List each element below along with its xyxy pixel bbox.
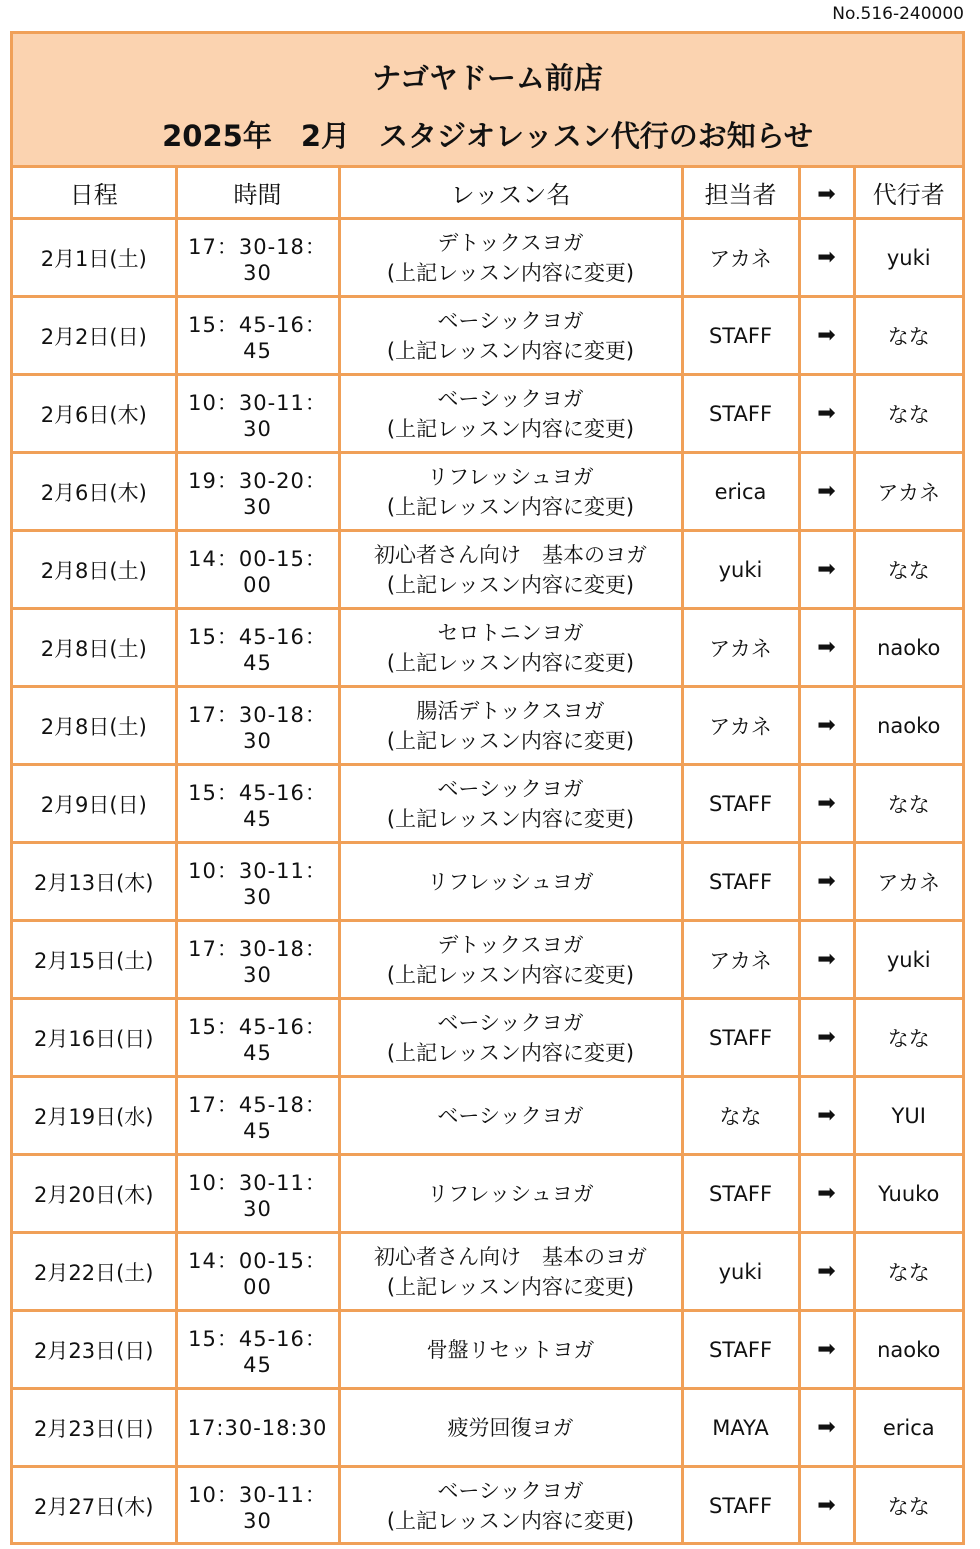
substitute-cell: Yuuko	[854, 1155, 962, 1233]
instructor-cell: STAFF	[682, 1155, 799, 1233]
arrow-cell	[799, 687, 854, 765]
lesson-name: 骨盤リセットヨガ	[426, 1337, 595, 1362]
notice-header	[13, 34, 962, 168]
substitute-cell: naoko	[854, 687, 962, 765]
table-row	[13, 1155, 962, 1233]
substitute-cell: なな	[854, 531, 962, 609]
lesson-cell	[339, 375, 682, 453]
column-header-instructor: 担当者	[682, 168, 799, 219]
time-cell: 10：30-11：30	[176, 843, 339, 921]
arrow-cell	[799, 843, 854, 921]
time-cell: 15：45-16：45	[176, 609, 339, 687]
instructor-cell: yuki	[682, 531, 799, 609]
column-header-time: 時間	[176, 168, 339, 219]
lesson-change-note: (上記レッスン内容に変更)	[386, 494, 635, 519]
time-cell: 15：45-16：45	[176, 765, 339, 843]
lesson-name: ベーシックヨガ	[437, 1010, 584, 1035]
date-cell: 2月16日(日)	[13, 999, 176, 1077]
arrow-right-icon: ➡	[817, 1181, 836, 1206]
date-cell: 2月27日(木)	[13, 1467, 176, 1544]
arrow-right-icon: ➡	[817, 1415, 836, 1440]
time-cell: 19：30-20：30	[176, 453, 339, 531]
table-row	[13, 219, 962, 297]
date-cell: 2月6日(木)	[13, 453, 176, 531]
substitute-cell: なな	[854, 1467, 962, 1544]
lesson-name: ベーシックヨガ	[437, 1478, 584, 1503]
table-row	[13, 1077, 962, 1155]
table-row	[13, 375, 962, 453]
instructor-cell: STAFF	[682, 297, 799, 375]
arrow-cell	[799, 297, 854, 375]
date-cell: 2月9日(日)	[13, 765, 176, 843]
date-cell: 2月20日(木)	[13, 1155, 176, 1233]
time-cell: 15：45-16：45	[176, 999, 339, 1077]
substitute-cell: naoko	[854, 1311, 962, 1389]
table-row	[13, 1389, 962, 1467]
lesson-name: 疲労回復ヨガ	[447, 1415, 574, 1440]
substitute-cell: なな	[854, 999, 962, 1077]
lesson-name: ベーシックヨガ	[437, 386, 584, 411]
time-cell: 10：30-11：30	[176, 1155, 339, 1233]
substitute-cell: なな	[854, 765, 962, 843]
substitute-cell: なな	[854, 297, 962, 375]
lesson-change-note: (上記レッスン内容に変更)	[386, 1040, 635, 1065]
lesson-cell	[339, 1389, 682, 1467]
arrow-cell	[799, 219, 854, 297]
substitute-cell: naoko	[854, 609, 962, 687]
lesson-cell	[339, 453, 682, 531]
time-cell: 15：45-16：45	[176, 1311, 339, 1389]
date-cell: 2月8日(土)	[13, 609, 176, 687]
lesson-change-note: (上記レッスン内容に変更)	[386, 338, 635, 363]
substitute-cell: YUI	[854, 1077, 962, 1155]
table-row	[13, 921, 962, 999]
instructor-cell: MAYA	[682, 1389, 799, 1467]
document-number: No.516-240000	[832, 4, 964, 24]
lesson-change-note: (上記レッスン内容に変更)	[386, 260, 635, 285]
notice-frame	[10, 31, 965, 1545]
lesson-name: セロトニンヨガ	[437, 620, 584, 645]
lesson-cell	[339, 1155, 682, 1233]
table-row	[13, 531, 962, 609]
substitute-cell: yuki	[854, 219, 962, 297]
date-cell: 2月6日(木)	[13, 375, 176, 453]
lesson-name: ベーシックヨガ	[437, 308, 584, 333]
substitute-cell: なな	[854, 1233, 962, 1311]
date-cell: 2月23日(日)	[13, 1389, 176, 1467]
lesson-name: ベーシックヨガ	[437, 776, 584, 801]
table-row	[13, 1467, 962, 1544]
table-header-row	[13, 168, 962, 219]
lesson-cell	[339, 297, 682, 375]
arrow-right-icon: ➡	[817, 1259, 836, 1284]
table-row	[13, 609, 962, 687]
notice-title: 2025年 2月 スタジオレッスン代行のお知らせ	[162, 119, 813, 153]
column-header-date: 日程	[13, 168, 176, 219]
arrow-cell	[799, 999, 854, 1077]
date-cell: 2月1日(土)	[13, 219, 176, 297]
table-row	[13, 843, 962, 921]
lesson-name: ベーシックヨガ	[437, 1103, 584, 1128]
instructor-cell: STAFF	[682, 1311, 799, 1389]
arrow-right-icon: ➡	[817, 1025, 836, 1050]
lesson-cell	[339, 999, 682, 1077]
arrow-cell	[799, 1311, 854, 1389]
substitute-cell: なな	[854, 375, 962, 453]
lesson-name: リフレッシュヨガ	[427, 869, 594, 894]
lesson-change-note: (上記レッスン内容に変更)	[386, 1508, 635, 1533]
lesson-change-note: (上記レッスン内容に変更)	[386, 650, 635, 675]
arrow-right-icon: ➡	[817, 323, 836, 348]
arrow-right-icon: ➡	[817, 869, 836, 894]
arrow-right-icon: ➡	[817, 181, 836, 207]
lesson-change-note: (上記レッスン内容に変更)	[386, 962, 635, 987]
lesson-name: デトックスヨガ	[437, 230, 584, 255]
arrow-cell	[799, 1233, 854, 1311]
arrow-right-icon: ➡	[817, 713, 836, 738]
table-row	[13, 297, 962, 375]
time-cell: 17：30-18：30	[176, 921, 339, 999]
substitute-cell: erica	[854, 1389, 962, 1467]
lesson-cell	[339, 1233, 682, 1311]
date-cell: 2月2日(日)	[13, 297, 176, 375]
arrow-cell	[799, 1389, 854, 1467]
lesson-cell	[339, 921, 682, 999]
lesson-name: リフレッシュヨガ	[427, 1181, 594, 1206]
lesson-name: リフレッシュヨガ	[427, 464, 594, 489]
arrow-right-icon: ➡	[817, 1103, 836, 1128]
date-cell: 2月19日(水)	[13, 1077, 176, 1155]
instructor-cell: なな	[682, 1077, 799, 1155]
instructor-cell: erica	[682, 453, 799, 531]
date-cell: 2月8日(土)	[13, 531, 176, 609]
time-cell: 17：30-18：30	[176, 219, 339, 297]
lesson-name: デトックスヨガ	[437, 932, 584, 957]
lesson-name: 初心者さん向け 基本のヨガ	[374, 542, 647, 567]
instructor-cell: yuki	[682, 1233, 799, 1311]
time-cell: 14：00-15：00	[176, 531, 339, 609]
arrow-cell	[799, 609, 854, 687]
lesson-cell	[339, 1467, 682, 1544]
arrow-right-icon: ➡	[817, 635, 836, 660]
lesson-change-note: (上記レッスン内容に変更)	[386, 1274, 635, 1299]
substitute-cell: yuki	[854, 921, 962, 999]
lesson-name: 初心者さん向け 基本のヨガ	[374, 1244, 647, 1269]
arrow-right-icon: ➡	[817, 791, 836, 816]
lesson-cell	[339, 843, 682, 921]
store-name-title: ナゴヤドーム前店	[372, 61, 603, 95]
time-cell: 10：30-11：30	[176, 1467, 339, 1544]
arrow-right-icon: ➡	[817, 479, 836, 504]
substitute-cell: アカネ	[854, 843, 962, 921]
time-cell: 10：30-11：30	[176, 375, 339, 453]
lesson-change-note: (上記レッスン内容に変更)	[386, 806, 635, 831]
table-row	[13, 765, 962, 843]
column-header-substitute: 代行者	[854, 168, 962, 219]
lesson-cell	[339, 219, 682, 297]
time-cell: 17:30-18:30	[176, 1389, 339, 1467]
instructor-cell: STAFF	[682, 765, 799, 843]
lesson-cell	[339, 687, 682, 765]
column-header-lesson: レッスン名	[339, 168, 682, 219]
lesson-change-note: (上記レッスン内容に変更)	[386, 572, 635, 597]
arrow-right-icon: ➡	[817, 245, 836, 270]
arrow-cell	[799, 1155, 854, 1233]
date-cell: 2月22日(土)	[13, 1233, 176, 1311]
instructor-cell: STAFF	[682, 1467, 799, 1544]
table-row	[13, 453, 962, 531]
date-cell: 2月13日(木)	[13, 843, 176, 921]
table-row	[13, 687, 962, 765]
date-cell: 2月15日(土)	[13, 921, 176, 999]
date-cell: 2月23日(日)	[13, 1311, 176, 1389]
table-row	[13, 999, 962, 1077]
arrow-cell	[799, 921, 854, 999]
instructor-cell: STAFF	[682, 843, 799, 921]
instructor-cell: STAFF	[682, 999, 799, 1077]
instructor-cell: アカネ	[682, 219, 799, 297]
substitute-cell: アカネ	[854, 453, 962, 531]
arrow-right-icon: ➡	[817, 557, 836, 582]
arrow-cell	[799, 453, 854, 531]
instructor-cell: アカネ	[682, 609, 799, 687]
lesson-name: 腸活デトックスヨガ	[416, 698, 605, 723]
arrow-cell	[799, 375, 854, 453]
arrow-right-icon: ➡	[817, 401, 836, 426]
lesson-cell	[339, 765, 682, 843]
time-cell: 17：45-18：45	[176, 1077, 339, 1155]
lesson-change-note: (上記レッスン内容に変更)	[386, 728, 635, 753]
substitute-schedule-table	[13, 168, 962, 1543]
arrow-right-icon: ➡	[817, 1493, 836, 1518]
table-row	[13, 1233, 962, 1311]
time-cell: 17：30-18：30	[176, 687, 339, 765]
time-cell: 15：45-16：45	[176, 297, 339, 375]
lesson-cell	[339, 1077, 682, 1155]
arrow-right-icon: ➡	[817, 947, 836, 972]
lesson-cell	[339, 531, 682, 609]
instructor-cell: アカネ	[682, 687, 799, 765]
arrow-cell	[799, 1467, 854, 1544]
arrow-right-icon: ➡	[817, 1337, 836, 1362]
instructor-cell: アカネ	[682, 921, 799, 999]
arrow-cell	[799, 1077, 854, 1155]
lesson-cell	[339, 1311, 682, 1389]
lesson-cell	[339, 609, 682, 687]
instructor-cell: STAFF	[682, 375, 799, 453]
time-cell: 14：00-15：00	[176, 1233, 339, 1311]
arrow-cell	[799, 531, 854, 609]
date-cell: 2月8日(土)	[13, 687, 176, 765]
column-header-arrow	[799, 168, 854, 219]
arrow-cell	[799, 765, 854, 843]
table-row	[13, 1311, 962, 1389]
lesson-change-note: (上記レッスン内容に変更)	[386, 416, 635, 441]
